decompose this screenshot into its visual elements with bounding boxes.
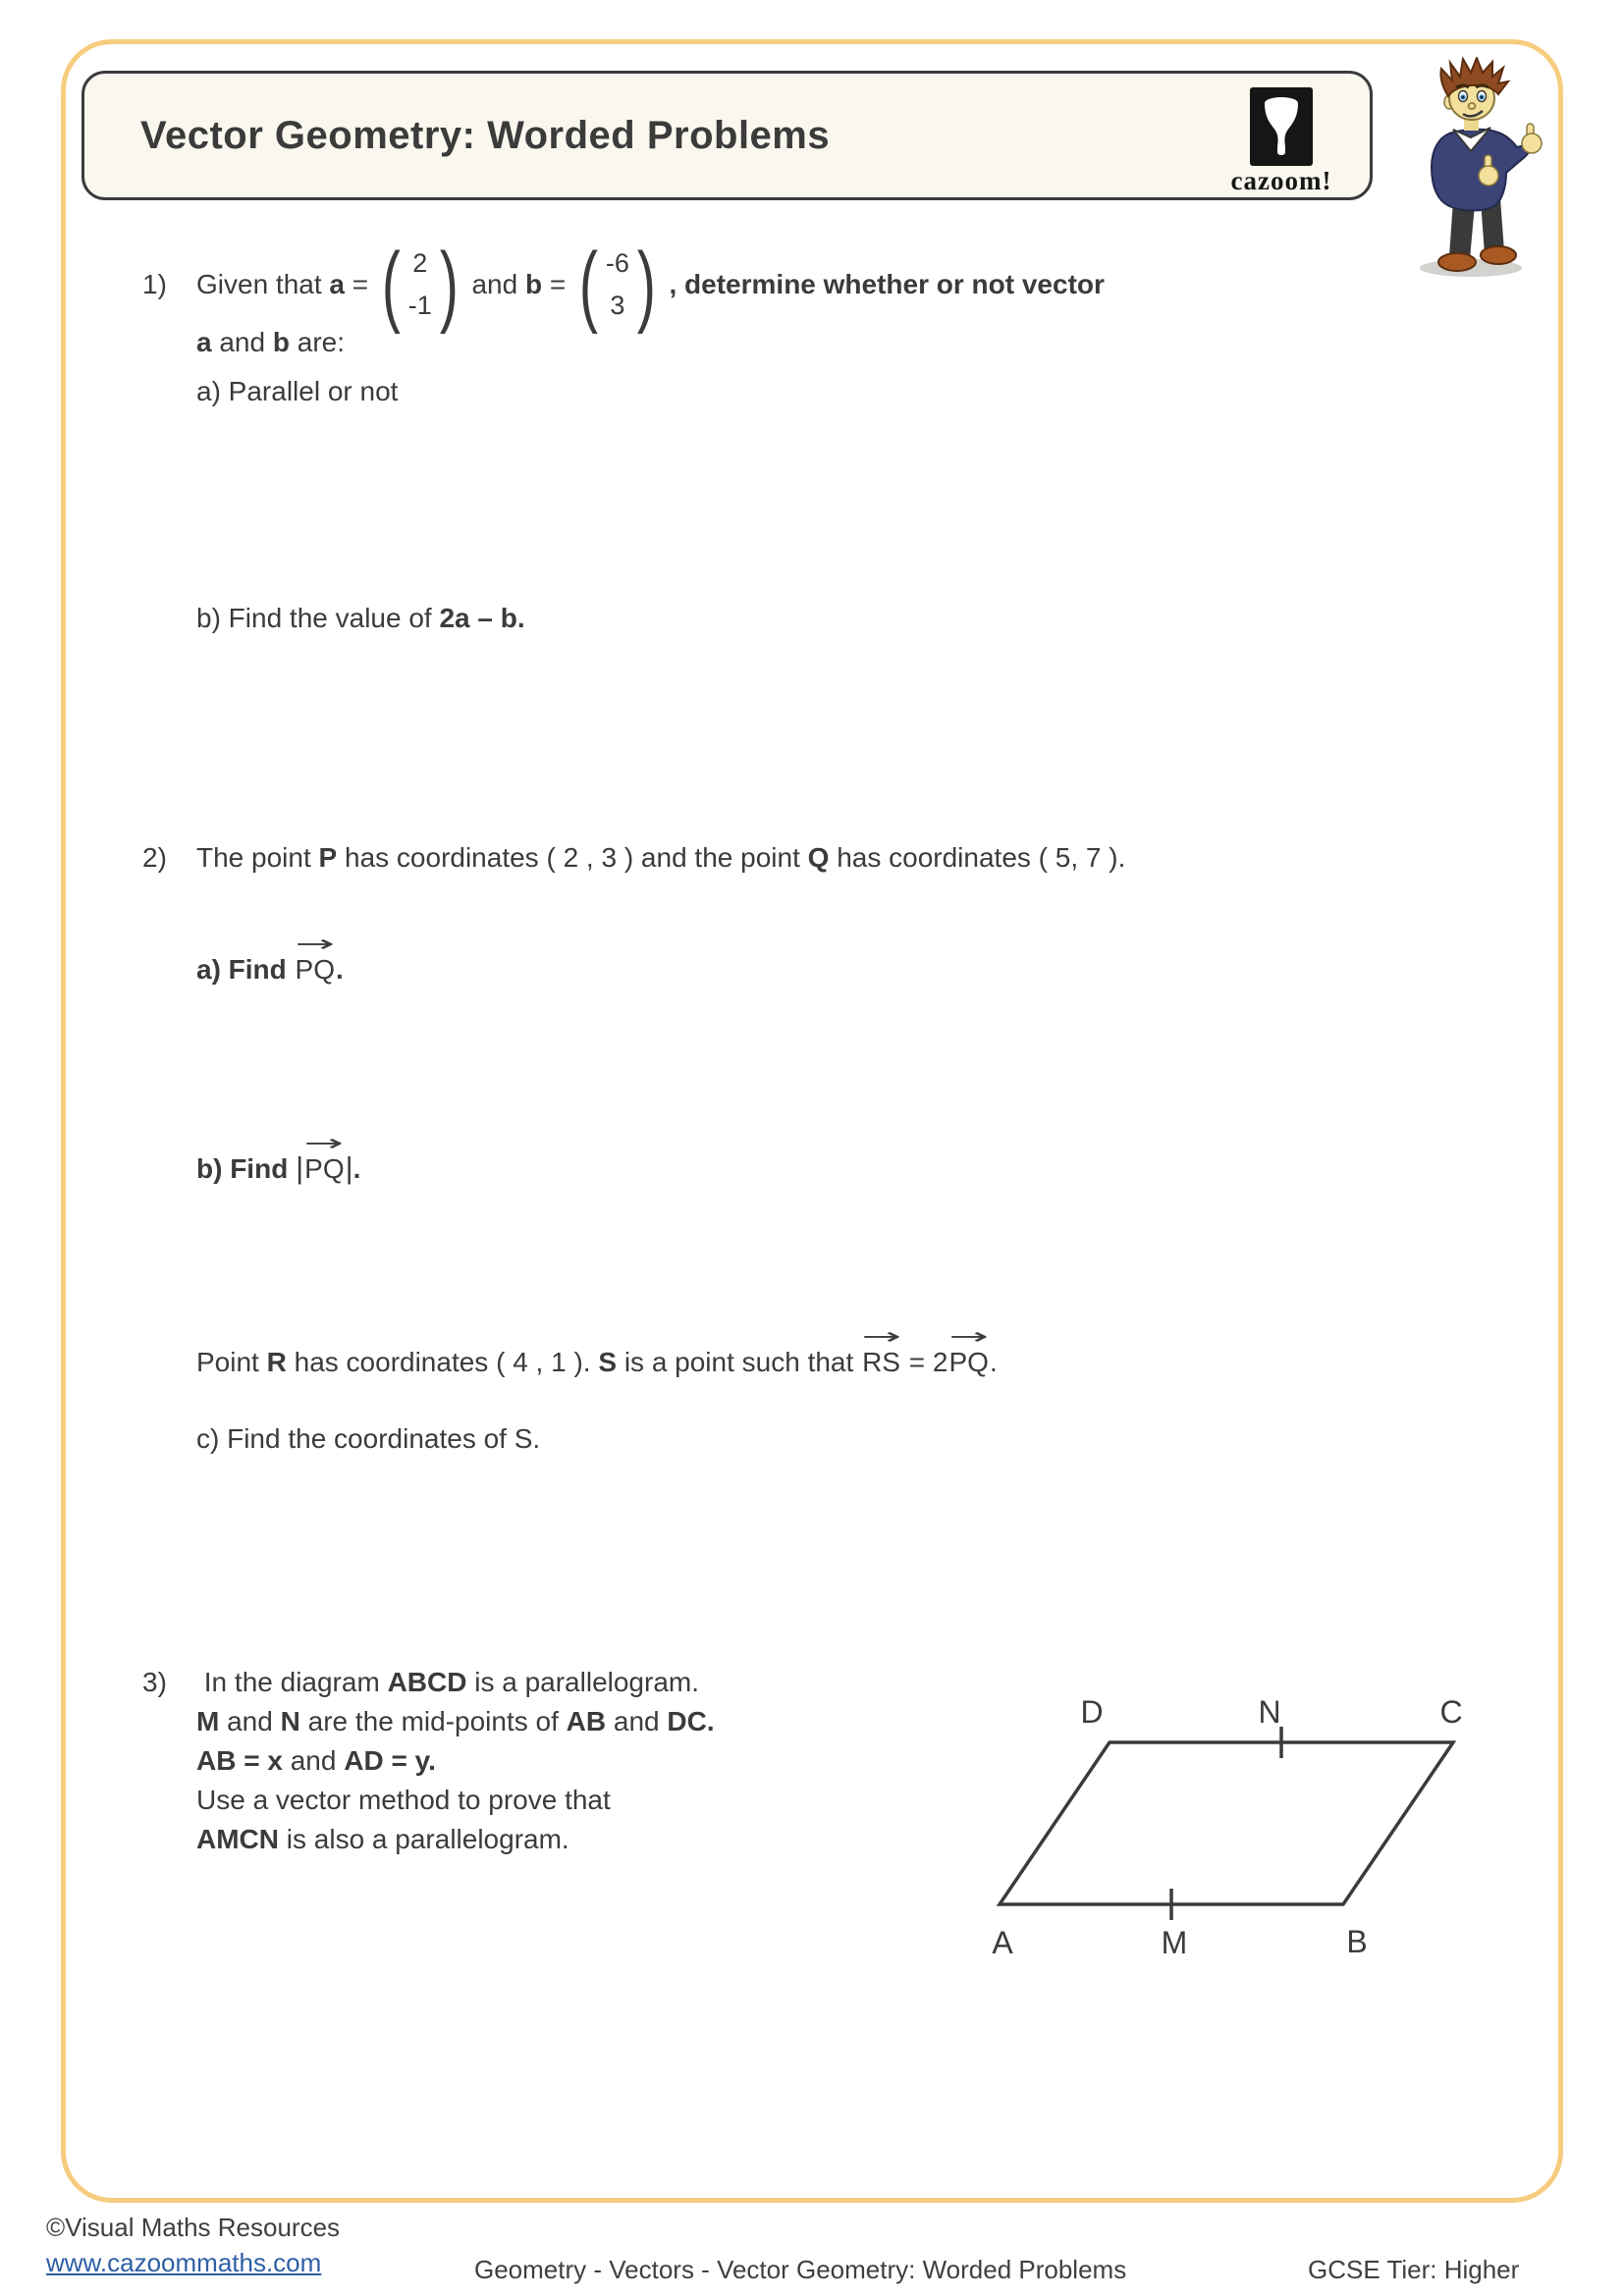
magnitude-bar-right: | [345, 1150, 353, 1185]
vector-arrow-icon: → [295, 932, 336, 957]
title-box [81, 71, 1373, 200]
footer-website-link[interactable]: www.cazoommaths.com [46, 2248, 322, 2277]
vector-arrow-icon: → [948, 1324, 989, 1350]
vector-pq-letters: PQ [295, 954, 336, 985]
q2-part-b-prefix: b) Find [196, 1153, 289, 1184]
question-1-line1 [142, 234, 1105, 336]
label-c: C [1439, 1694, 1463, 1730]
q3-ab: AB [566, 1706, 607, 1736]
question-1-line2 [196, 327, 345, 358]
q1-part-b-prefix: b) Find the value of [196, 603, 432, 633]
vector-pq [295, 932, 336, 986]
q1-line2-are: are: [297, 327, 345, 357]
q3-line2-and1: and [227, 1706, 273, 1736]
label-b: B [1346, 1924, 1368, 1959]
q2-part-a [196, 932, 344, 986]
close-paren-glyph: ) [439, 235, 459, 335]
q2-part-b [196, 1131, 361, 1186]
q3-line3 [142, 1741, 715, 1781]
parallelogram-shape [1000, 1742, 1453, 1904]
cazoom-logo-text: cazoom! [1230, 166, 1332, 195]
q2-point-r: R [266, 1347, 287, 1377]
q2-point-p: P [318, 842, 338, 873]
q1-and: and [471, 269, 518, 299]
q3-line5-text: is also a parallelogram. [286, 1824, 569, 1854]
q3-dc: DC. [667, 1706, 715, 1736]
label-a: A [992, 1925, 1013, 1960]
q1-number: 1) [142, 269, 167, 299]
q3-line2 [142, 1702, 715, 1741]
vector-b-bottom: 3 [610, 291, 625, 320]
question-2-intro [142, 842, 1125, 874]
q2-part-a-prefix: a) Find [196, 954, 287, 985]
q2-part-a-period: . [336, 954, 344, 985]
q3-line4: Use a vector method to prove that [196, 1785, 611, 1815]
q1-equals: = [352, 269, 369, 299]
vector-a-top: 2 [412, 247, 428, 278]
q3-line3-and: and [290, 1745, 337, 1776]
q1-part-b [196, 603, 525, 634]
q2-r-coefficient: 2 [932, 1347, 948, 1377]
open-paren-glyph: ( [381, 235, 401, 335]
q1-line2-a: a [196, 327, 212, 357]
q1-line2-b: b [272, 327, 290, 357]
label-n: N [1258, 1694, 1281, 1730]
vector-a [376, 234, 463, 336]
mascot-image [1398, 57, 1551, 288]
vector-b-top: -6 [605, 247, 629, 278]
q1-a-symbol: a [329, 269, 345, 299]
vector-rs [861, 1324, 901, 1378]
q3-abcd: ABCD [387, 1667, 467, 1697]
q3-n: N [280, 1706, 300, 1736]
footer-breadcrumb: Geometry - Vectors - Vector Geometry: Worded Problems [474, 2255, 1127, 2284]
q2-r-text3: is a point such that [623, 1347, 854, 1377]
q1-part-a: a) Parallel or not [196, 376, 399, 406]
q3-amcn: AMCN [196, 1824, 279, 1854]
q3-line1-text1: In the diagram [203, 1667, 380, 1697]
open-paren-glyph: ( [579, 235, 599, 335]
label-d: D [1080, 1694, 1104, 1730]
q1-given-text: Given that [196, 269, 322, 299]
q2-intro-text2: has coordinates ( 2 , 3 ) and the point [345, 842, 800, 873]
q2-r-text2: has coordinates ( 4 , 1 ). [294, 1347, 591, 1377]
vector-a-bottom: -1 [407, 291, 432, 320]
footer-tier: GCSE Tier: Higher [1308, 2255, 1520, 2284]
q3-line1-text2: is a parallelogram. [474, 1667, 700, 1697]
q2-intro-text1: The point [196, 842, 311, 873]
vector-arrow-icon: → [861, 1324, 901, 1350]
q3-number: 3) [142, 1667, 167, 1697]
q2-r-text1: Point [196, 1347, 259, 1377]
q2-r-period: . [989, 1347, 998, 1377]
vector-b [573, 234, 661, 336]
q2-r-equals: = [908, 1347, 926, 1377]
q2-part-c: c) Find the coordinates of S. [196, 1423, 541, 1454]
vector-arrow-icon: → [304, 1131, 345, 1156]
q3-ad-eq-y: AD = y. [344, 1745, 436, 1776]
close-paren-glyph: ) [636, 235, 656, 335]
q3-line5 [142, 1820, 715, 1859]
cazoom-drum-icon [1250, 87, 1313, 166]
cazoom-logo [1222, 87, 1340, 196]
q2-point-s: S [598, 1347, 618, 1377]
q2-r-line [196, 1324, 998, 1378]
vector-pq-letters: PQ [948, 1347, 989, 1377]
vector-pq [303, 1131, 345, 1185]
label-m: M [1161, 1925, 1188, 1960]
q1-line2-and: and [219, 327, 266, 357]
q2-point-q: Q [807, 842, 830, 873]
q3-line2-text: are the mid-points of [307, 1706, 559, 1736]
q1-equals2: = [549, 269, 567, 299]
vector-rs-letters: RS [862, 1347, 900, 1377]
footer-copyright: ©Visual Maths Resources [46, 2213, 341, 2242]
q3-m: M [196, 1706, 220, 1736]
q3-line1 [142, 1663, 715, 1702]
q1-b-symbol: b [524, 269, 543, 299]
vector-pq-letters: PQ [304, 1153, 345, 1184]
q2-part-b-period: . [352, 1153, 361, 1184]
magnitude-bar-left: | [296, 1150, 304, 1185]
q1-tail-text: , determine whether or not vector [669, 269, 1105, 299]
q2-intro-text3: has coordinates ( 5, 7 ). [837, 842, 1126, 873]
q1-part-b-expression: 2a – b. [439, 603, 525, 633]
page-title: Vector Geometry: Worded Problems [140, 113, 831, 157]
question-3 [142, 1663, 715, 1859]
q2-number: 2) [142, 842, 167, 873]
q3-ab-eq-x: AB = x [196, 1745, 283, 1776]
q3-line2-and2: and [613, 1706, 660, 1736]
parallelogram-diagram [962, 1669, 1512, 1968]
vector-pq [947, 1324, 989, 1378]
